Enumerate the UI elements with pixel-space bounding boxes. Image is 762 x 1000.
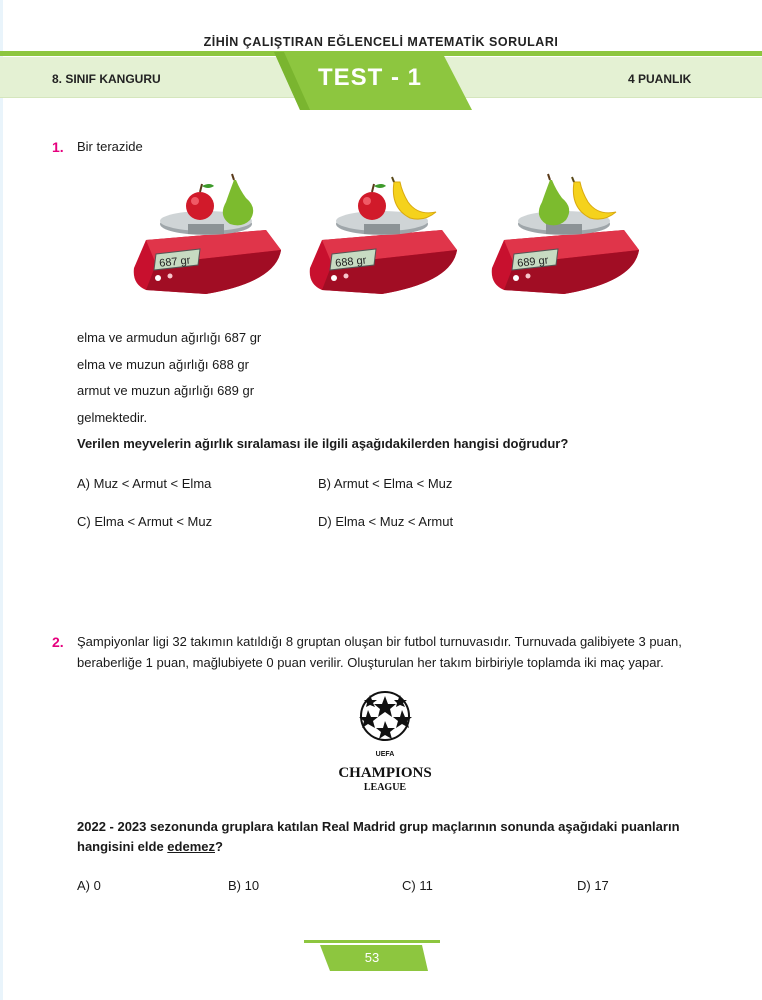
page-number: 53 xyxy=(364,950,380,965)
q2-prompt-line-1: 2022 - 2023 sezonunda gruplara katılan Real Madrid grup maçlarının sonunda aşağıdaki puanların xyxy=(77,819,680,834)
q2-option-d[interactable]: D) 17 xyxy=(577,878,609,893)
scale-1-reading: 687 gr xyxy=(158,254,191,270)
scale-3-reading: 689 gr xyxy=(516,254,549,270)
q2-prompt-suffix: ? xyxy=(215,839,223,854)
test-title: TEST - 1 xyxy=(317,64,422,91)
q1-line-1: elma ve armudun ağırlığı 687 gr xyxy=(77,330,262,345)
points-label: 4 PUANLIK xyxy=(628,72,692,86)
q2-prompt-prefix: hangisini elde xyxy=(77,839,168,854)
q1-line-2: elma ve muzun ağırlığı 688 gr xyxy=(77,357,249,372)
series-title: ZİHİN ÇALIŞTIRAN EĞLENCELİ MATEMATİK SORULARI xyxy=(203,35,559,49)
scale-1-illustration xyxy=(126,172,286,302)
page-edge xyxy=(0,0,3,1000)
logo-champions-text: CHAMPIONS xyxy=(338,765,432,781)
scale-3-illustration xyxy=(484,172,644,302)
q2-prompt-line-2 xyxy=(77,837,223,857)
scale-2-illustration xyxy=(302,172,462,302)
question-1-intro: Bir terazide xyxy=(77,139,143,154)
q2-line-1: Şampiyonlar ligi 32 takımın katıldığı 8 gruptan oluşan bir futbol turnuvasıdır. Turnuvada galibiyete 3 puan, xyxy=(77,634,682,649)
q1-option-b[interactable]: B) Armut < Elma < Muz xyxy=(318,476,453,491)
q1-line-4: gelmektedir. xyxy=(77,410,148,425)
question-2-number: 2. xyxy=(52,634,64,650)
question-1-number: 1. xyxy=(52,139,64,155)
logo-league-text: LEAGUE xyxy=(363,782,407,793)
q1-line-3: armut ve muzun ağırlığı 689 gr xyxy=(77,383,255,398)
grade-label: 8. SINIF KANGURU xyxy=(52,72,161,86)
q1-option-a[interactable]: A) Muz < Armut < Elma xyxy=(77,476,212,491)
q2-prompt-underlined: edemez xyxy=(167,839,215,854)
q2-line-2: beraberliğe 1 puan, mağlubiyete 0 puan verilir. Oluşturulan her takım birbiriyle toplamda iki maç yapar. xyxy=(77,655,664,670)
question-1-prompt: Verilen meyvelerin ağırlık sıralaması ile ilgili aşağıdakilerden hangisi doğrudur? xyxy=(77,436,569,451)
q2-option-a[interactable]: A) 0 xyxy=(77,878,101,893)
q2-option-c[interactable]: C) 11 xyxy=(402,878,433,893)
q1-option-d[interactable]: D) Elma < Muz < Armut xyxy=(318,514,454,529)
logo-uefa-text: UEFA xyxy=(375,751,395,758)
champions-league-logo xyxy=(330,688,440,796)
q1-option-c[interactable]: C) Elma < Armut < Muz xyxy=(77,514,213,529)
scale-2-reading: 688 gr xyxy=(334,254,367,270)
q2-option-b[interactable]: B) 10 xyxy=(228,878,260,893)
